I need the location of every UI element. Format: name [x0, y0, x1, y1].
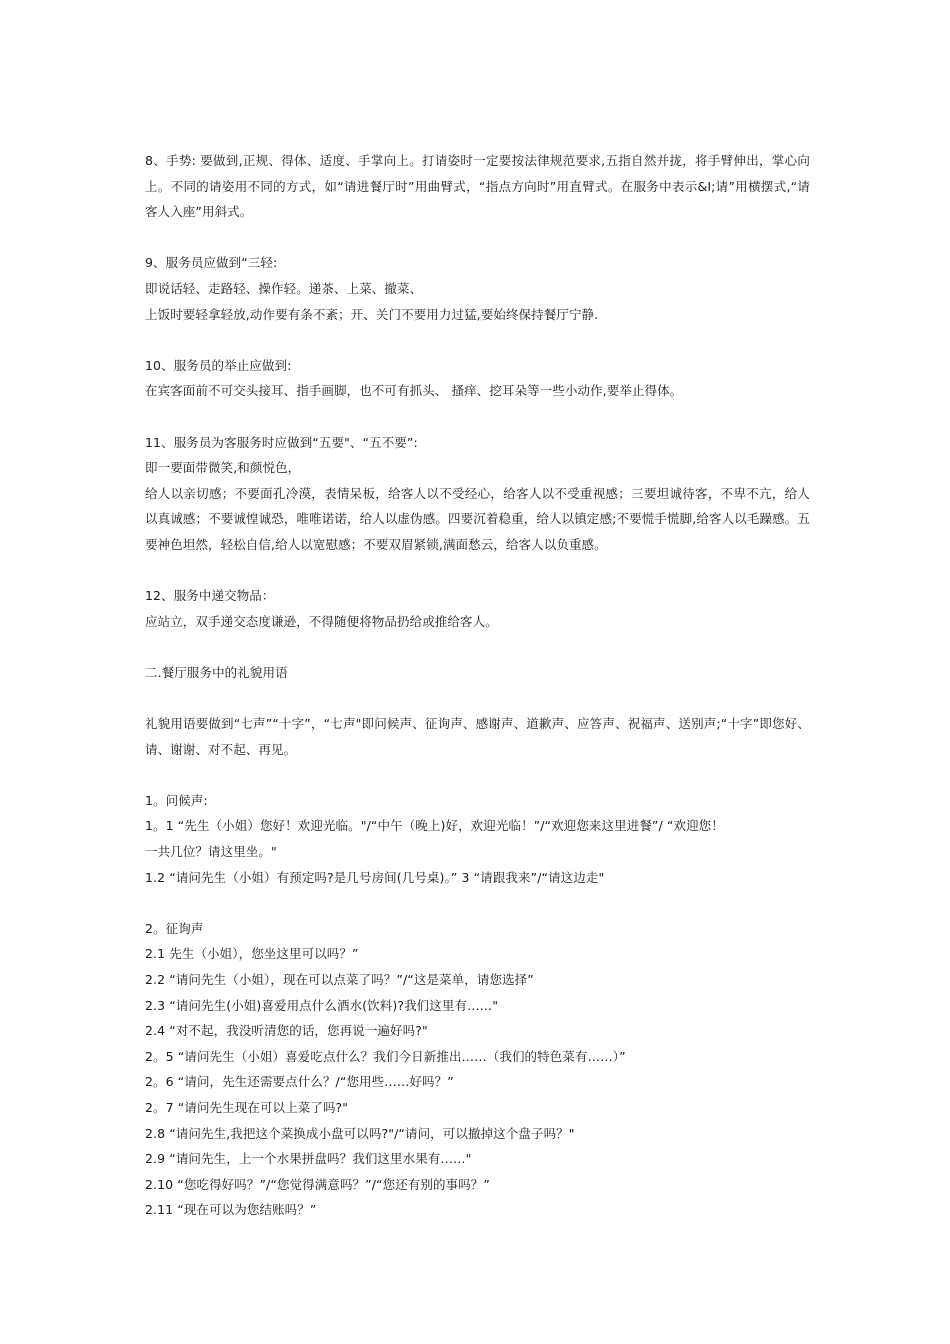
section-inquiry: [145, 916, 810, 1223]
text-line: 2.3 “请问先生(小姐)喜爱用点什么酒水(饮料)?我们这里有……": [145, 997, 499, 1013]
section-heading: 11、服务员为客服务时应做到“五要"、“五不要”:: [145, 434, 418, 450]
text-line: 2.9 “请问先生，上一个水果拼盘吗？我们这里水果有……": [145, 1151, 472, 1167]
section-heading: 10、服务员的举止应做到:: [145, 357, 292, 373]
text-line: 2.1 先生（小姐），您坐这里可以吗？”: [145, 946, 359, 962]
section-item-9: [145, 250, 810, 327]
paragraph: 8、手势: 要做到,正规、得体、适度、手掌向上。打请姿时一定要按法律规范要求,五指自然并拢，将手臂伸出，掌心向上。不同的请姿用不同的方式，如“请进餐厅时”用曲臂式，“指点方向时”用直臂式。在服务中表示&I;请”用横摆式,“请客人入座”用斜式。: [145, 153, 810, 220]
section-heading: 9、服务员应做到“三轻:: [145, 255, 278, 271]
text-line: 即一要面带微笑,和颜悦色，: [145, 460, 301, 476]
section-heading-2: [145, 660, 810, 686]
text-line: 2.10 “您吃得好吗？”/“您觉得满意吗？”/“您还有别的事吗？”: [145, 1176, 490, 1192]
text-line: 2.11 “现在可以为您结账吗？”: [145, 1202, 317, 1218]
section-intro: [145, 711, 810, 762]
text-line: 上饭时要轻拿轻放,动作要有条不紊；开、关门不要用力过猛,要始终保持餐厅宁静.: [145, 306, 599, 322]
section-item-10: [145, 353, 810, 404]
document-body: [145, 148, 810, 1249]
text-line: 1。1 “先生（小姐）您好！欢迎光临。"/“中午（晚上)好，欢迎光临！”/“欢迎您来这里进餐”/ “欢迎您！: [145, 818, 724, 834]
section-item-11: [145, 430, 810, 558]
text-line: 一共几位？请这里坐。": [145, 844, 277, 860]
text-line: 在宾客面前不可交头接耳、指手画脚，也不可有抓头、 搔痒、挖耳朵等一些小动作,要举止得体。: [145, 383, 683, 399]
section-item-8: [145, 148, 810, 225]
text-line: 应站立，双手递交态度谦逊，不得随便将物品扔给或推给客人。: [145, 613, 498, 629]
text-line: 2.8 “请问先生,我把这个菜换成小盘可以吗?"/“请问，可以撤掉这个盘子吗？": [145, 1125, 575, 1141]
section-heading: 12、服务中递交物品：: [145, 588, 275, 604]
section-heading: 1。问候声:: [145, 792, 208, 808]
text-line: 2。6 “请问，先生还需要点什么？/“您用些……好吗？”: [145, 1074, 454, 1090]
text-line: 2.2 “请问先生（小姐），现在可以点菜了吗？”/“这是菜单，请您选择”: [145, 972, 534, 987]
text-line: 2。7 “请问先生现在可以上菜了吗?": [145, 1099, 349, 1115]
text-line: 2。5 “请问先生（小姐）喜爱吃点什么？我们今日新推出……（我们的特色菜有……）”: [145, 1048, 626, 1064]
chapter-heading: 二.餐厅服务中的礼貌用语: [145, 664, 288, 680]
section-heading: 2。征询声: [145, 920, 204, 936]
paragraph: 给人以亲切感；不要面孔冷漠，表情呆板，给客人以不受经心，给客人以不受重视感；三要坦诚待客，不卑不亢，给人以真诚感；不要诚惶诚恐，唯唯诺诺，给人以虚伪感。四要沉着稳重，给人以镇定感;不要慌手慌脚,给客人以毛躁感。五要神色坦然，轻松自信,给人以宽慰感；不要双眉紧锁,满面愁云，给客人以负重感。: [145, 485, 810, 552]
text-line: 2.4 “对不起，我没听清您的话，您再说一遍好吗?": [145, 1023, 428, 1039]
section-item-12: [145, 583, 810, 634]
section-greeting: [145, 788, 810, 890]
paragraph: 礼貌用语要做到“七声”“十字”，“七声"即问候声、征询声、感谢声、道歉声、应答声、祝福声、送别声;“十字”即您好、请、谢谢、对不起、再见。: [145, 716, 810, 757]
text-line: 即说话轻、走路轻、操作轻。递茶、上菜、撤菜、: [145, 280, 423, 296]
text-line: 1.2 “请问先生（小姐）有预定吗?是几号房间(几号桌)。” 3 “请跟我来”/“请这边走": [145, 869, 605, 885]
